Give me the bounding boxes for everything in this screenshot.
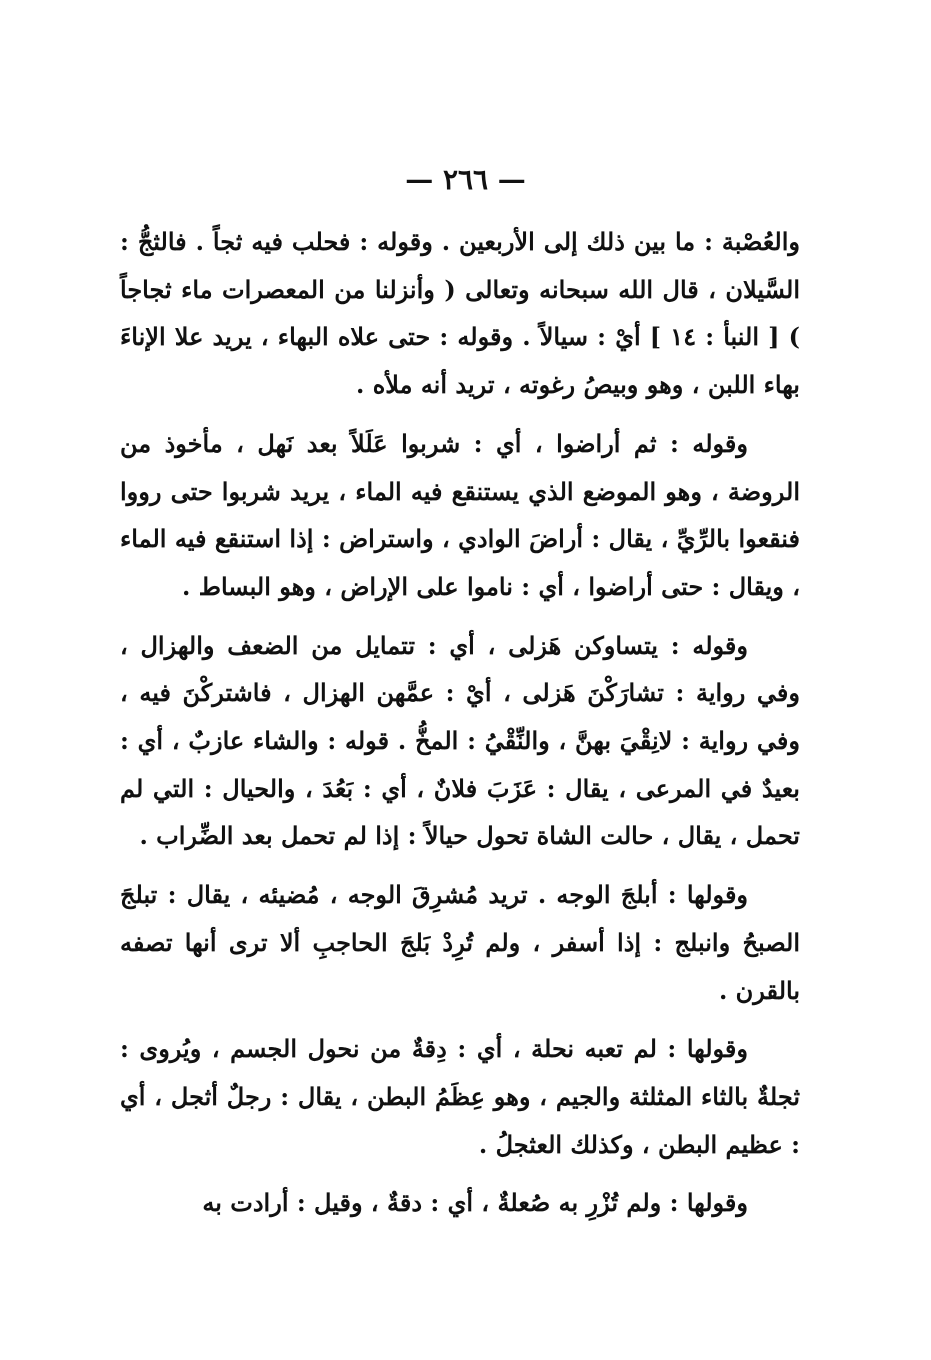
paragraph-6: وقولها : ولم تُزْرِ به صُعلةٌ ، أي : دقةٌ ، وقيل : أرادت به [202, 1188, 748, 1218]
paragraph-4: وقولها : أبلجَ الوجه . تريد مُشرِقَ الوجه ، مُضيئه ، يقال : تبلجَ الصبحُ وانبلج : إذا أسفر ، ولم تُرِدْ بَلجَ الحاجبِ ألا ترى أنها تصفه بالقرن . [120, 880, 800, 1005]
page-number: — ٢٦٦ — [405, 163, 526, 196]
paragraph-2: وقوله : ثم أراضوا ، أي : شربوا عَلَلاً بعد نَهل ، مأخوذ من الروضة ، وهو الموضع الذي يستنقع فيه الماء ، يريد شربوا حتى رووا فنقعوا بالرِّيِّ ، يقال : أراضَ الوادي ، واستراض : إذا استنقع فيه الماء ، ويقال : حتى أراضوا ، أي : ناموا على الإراض ، وهو البساط . [120, 428, 800, 601]
paragraph-5: وقولها : لم تعبه نحلة ، أي : دِقةٌ من نحول الجسم ، ويُروى : ثجلةٌ بالثاء المثلثة والجيم ، وهو عِظَمُ البطن ، يقال : رجلٌ أثجل ، أي : عظيم البطن ، وكذلك العثجلُ . [120, 1034, 800, 1159]
paragraph-3: وقوله : يتساوكن هَزلى ، أي : تتمايل من الضعف والهزال ، وفي رواية : تشارَكْنَ هَزلى ، أيْ : عمَّهن الهزال ، فاشتركْنَ فيه ، وفي رواية : لانِقْيَ بهنَّ ، والنِّقْيُ : المخُّ . قوله : والشاء عازبٌ ، أي : بعيدٌ في المرعى ، يقال : عَزَبَ فلانٌ ، أي : بَعُدَ ، والحيال : التي لم تحمل ، يقال ، حالت الشاة تحول حيالاً : إذا لم تحمل بعد الضِّراب . [120, 630, 800, 851]
body-text [120, 218, 800, 1238]
paragraph-1: والعُصْبة : ما بين ذلك إلى الأربعين . وقوله : فحلب فيه ثجاً . فالثجُّ : السَّيلان ، قال الله سبحانه وتعالى ( وأنزلنا من المعصرات ماء ثجاجاً ) [ النبأ : ١٤ ] أيْ : سيالاً . وقوله : حتى علاه البهاء ، يريد علا الإناءَ بهاء اللبن ، وهو وبيصُ رغوته ، تريد أنه ملأه . [120, 227, 801, 400]
